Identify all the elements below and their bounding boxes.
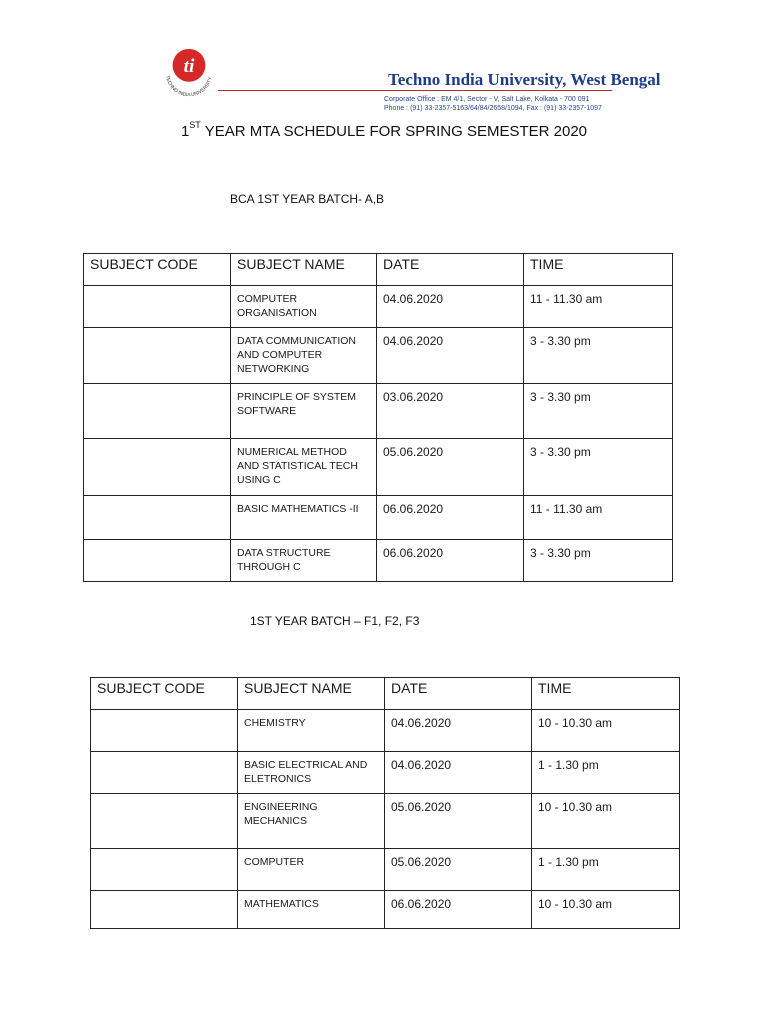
date-cell: 03.06.2020	[377, 384, 524, 439]
table-row	[91, 752, 680, 794]
subject-code-cell	[84, 286, 231, 328]
time-cell: 11 - 11.30 am	[524, 496, 673, 540]
date-cell: 06.06.2020	[377, 496, 524, 540]
column-header-time: TIME	[532, 678, 680, 710]
subject-name-cell: MATHEMATICS	[238, 891, 385, 929]
subject-name-cell: COMPUTER	[238, 849, 385, 891]
time-cell: 11 - 11.30 am	[524, 286, 673, 328]
university-name: Techno India University, West Bengal	[388, 70, 661, 89]
table-row	[84, 384, 673, 439]
time-cell: 3 - 3.30 pm	[524, 439, 673, 496]
date-cell: 05.06.2020	[377, 439, 524, 496]
contact-info	[384, 95, 602, 113]
university-logo-icon	[160, 44, 218, 102]
subject-code-cell	[84, 328, 231, 384]
subject-name-cell: DATA COMMUNICATION AND COMPUTER NETWORKING	[231, 328, 377, 384]
subject-code-cell	[91, 710, 238, 752]
time-cell: 3 - 3.30 pm	[524, 328, 673, 384]
date-cell: 04.06.2020	[377, 328, 524, 384]
subject-name-cell: COMPUTER ORGANISATION	[231, 286, 377, 328]
subject-name-cell: PRINCIPLE OF SYSTEM SOFTWARE	[231, 384, 377, 439]
date-cell: 04.06.2020	[385, 710, 532, 752]
time-cell: 10 - 10.30 am	[532, 891, 680, 929]
section-heading-bca: BCA 1ST YEAR BATCH- A,B	[230, 192, 385, 206]
subject-name-cell: BASIC MATHEMATICS -II	[231, 496, 377, 540]
title-ordinal-suffix: ST	[189, 120, 201, 130]
schedule-table-bca	[83, 253, 673, 582]
subject-name-cell: ENGINEERING MECHANICS	[238, 794, 385, 849]
date-cell: 04.06.2020	[377, 286, 524, 328]
subject-code-cell	[84, 384, 231, 439]
column-header-date: DATE	[377, 254, 524, 286]
date-cell: 05.06.2020	[385, 794, 532, 849]
header-divider	[218, 90, 612, 91]
table-row	[91, 891, 680, 929]
subject-name-cell: NUMERICAL METHOD AND STATISTICAL TECH USING C	[231, 439, 377, 496]
date-cell: 05.06.2020	[385, 849, 532, 891]
title-text: YEAR MTA SCHEDULE FOR SPRING SEMESTER 2020	[200, 123, 588, 140]
column-header-name: SUBJECT NAME	[238, 678, 385, 710]
subject-name-cell: BASIC ELECTRICAL AND ELETRONICS	[238, 752, 385, 794]
schedule-table-first-year	[90, 677, 680, 929]
table-row	[84, 540, 673, 582]
subject-code-cell	[91, 794, 238, 849]
table-row	[84, 286, 673, 328]
column-header-time: TIME	[524, 254, 673, 286]
column-header-code: SUBJECT CODE	[91, 678, 238, 710]
time-cell: 1 - 1.30 pm	[532, 752, 680, 794]
subject-code-cell	[84, 496, 231, 540]
title-ordinal: 1	[180, 123, 190, 140]
table-row	[91, 794, 680, 849]
logo-text: TECHNO INDIA UNIVERSITY	[163, 75, 214, 99]
table-row	[84, 496, 673, 540]
table-row	[91, 849, 680, 891]
subject-code-cell	[84, 439, 231, 496]
table-row	[91, 710, 680, 752]
time-cell: 3 - 3.30 pm	[524, 384, 673, 439]
subject-name-cell: CHEMISTRY	[238, 710, 385, 752]
svg-text:ti: ti	[183, 56, 195, 78]
date-cell: 06.06.2020	[377, 540, 524, 582]
subject-code-cell	[84, 540, 231, 582]
contact-line-phone: Phone : (91) 33-2357-5163/64/84/2658/1094, Fax : (91) 33-2357-1097	[384, 105, 602, 112]
document-title	[0, 122, 768, 140]
column-header-name: SUBJECT NAME	[231, 254, 377, 286]
column-header-code: SUBJECT CODE	[84, 254, 231, 286]
table-row	[84, 439, 673, 496]
time-cell: 10 - 10.30 am	[532, 710, 680, 752]
contact-line-office: Corporate Office : EM 4/1, Sector - V, Salt Lake, Kolkata - 700 091	[384, 96, 590, 103]
subject-code-cell	[91, 849, 238, 891]
date-cell: 06.06.2020	[385, 891, 532, 929]
section-heading-first-year: 1ST YEAR BATCH – F1, F2, F3	[250, 614, 420, 628]
table-row	[84, 328, 673, 384]
subject-code-cell	[91, 752, 238, 794]
time-cell: 3 - 3.30 pm	[524, 540, 673, 582]
subject-name-cell: DATA STRUCTURE THROUGH C	[231, 540, 377, 582]
time-cell: 1 - 1.30 pm	[532, 849, 680, 891]
table-header-row	[91, 678, 680, 710]
date-cell: 04.06.2020	[385, 752, 532, 794]
subject-code-cell	[91, 891, 238, 929]
column-header-date: DATE	[385, 678, 532, 710]
time-cell: 10 - 10.30 am	[532, 794, 680, 849]
table-header-row	[84, 254, 673, 286]
